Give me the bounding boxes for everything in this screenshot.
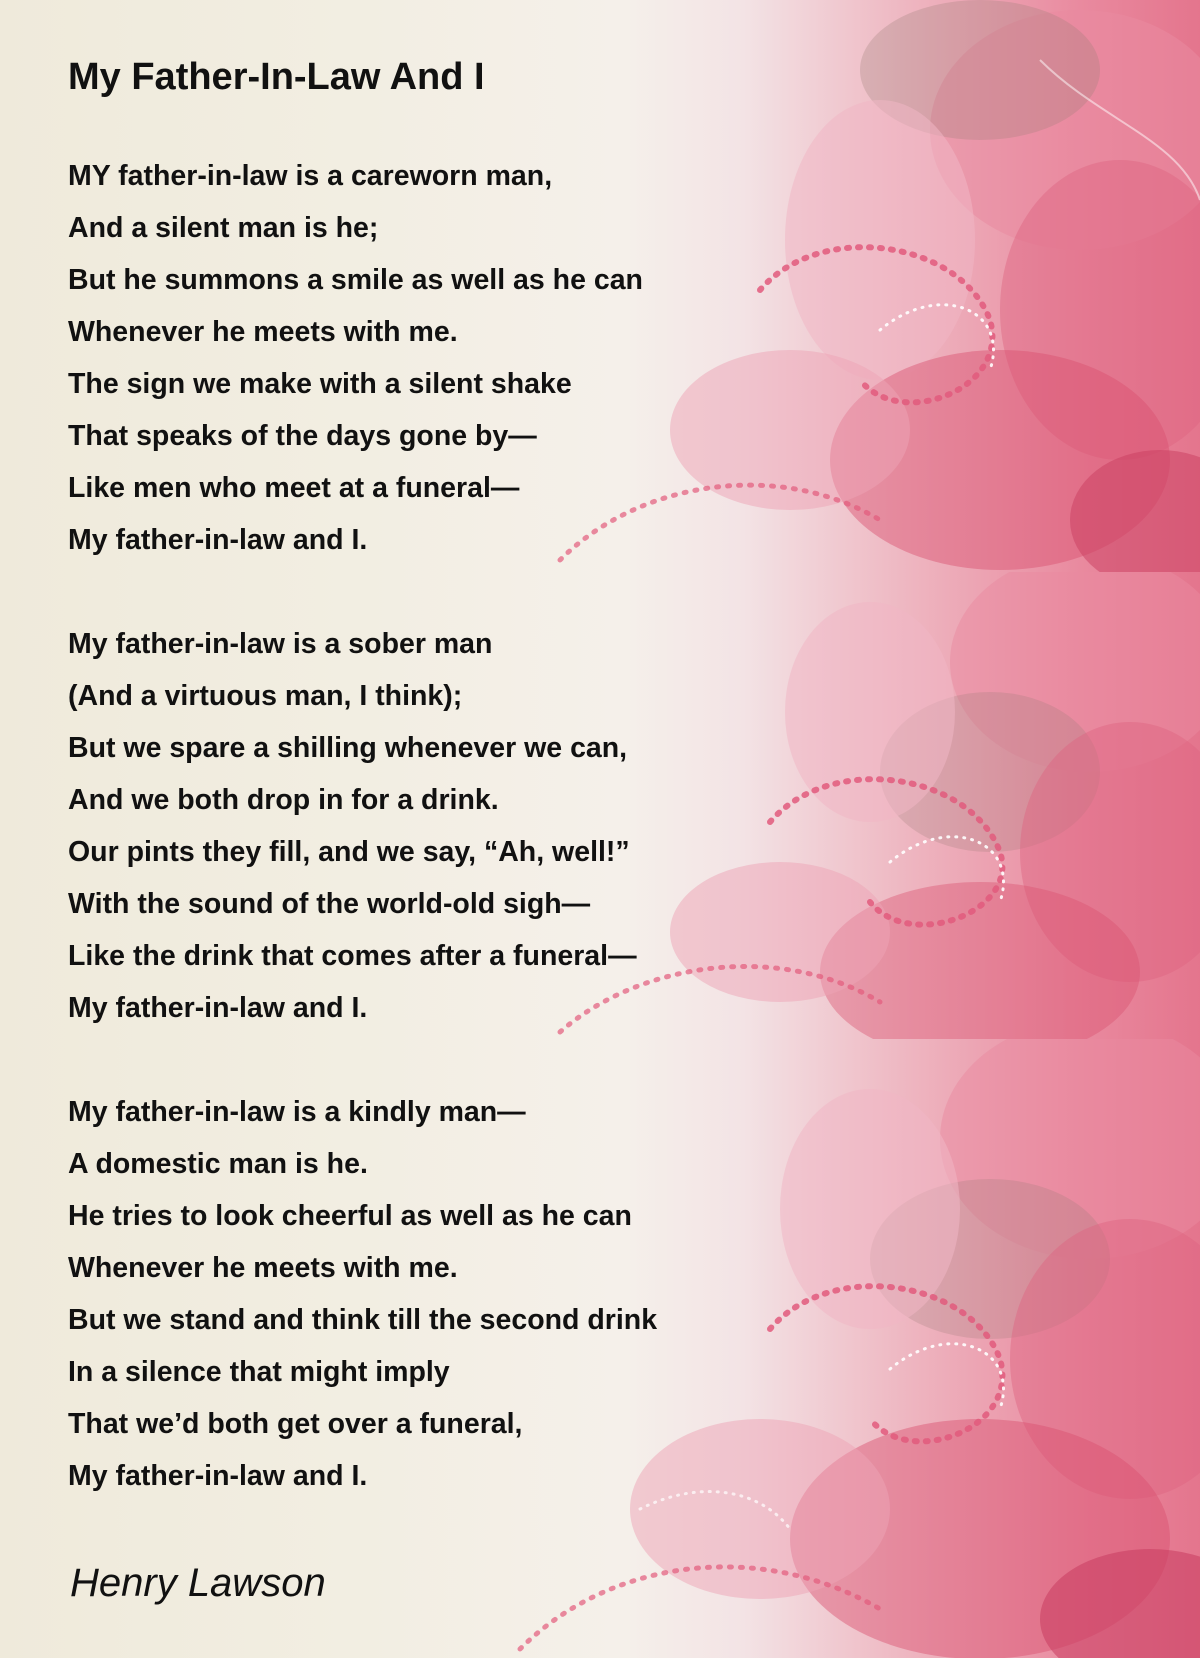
- poem-line: And a silent man is he;: [68, 212, 379, 244]
- poem-line: My father-in-law is a kindly man—: [68, 1096, 526, 1128]
- poem-line: And we both drop in for a drink.: [68, 784, 499, 816]
- poem-line: He tries to look cheerful as well as he can: [68, 1200, 632, 1232]
- poem-line: Whenever he meets with me.: [68, 316, 458, 348]
- stanza-1: [68, 150, 643, 566]
- poem-line: (And a virtuous man, I think);: [68, 680, 463, 712]
- poem-content: [68, 0, 788, 1658]
- poem-line: My father-in-law is a sober man: [68, 628, 493, 660]
- stanza-2: [68, 618, 637, 1034]
- poem-line: Like the drink that comes after a funeral—: [68, 940, 637, 972]
- poem-line: Whenever he meets with me.: [68, 1252, 458, 1284]
- poem-line: With the sound of the world-old sigh—: [68, 888, 591, 920]
- poem-line: But we spare a shilling whenever we can,: [68, 732, 628, 764]
- poem-line: In a silence that might imply: [68, 1356, 450, 1388]
- poem-line: Our pints they fill, and we say, “Ah, well!”: [68, 836, 630, 868]
- poem-title: My Father-In-Law And I: [68, 56, 485, 98]
- poem-line: Like men who meet at a funeral—: [68, 472, 520, 504]
- poem-line: But we stand and think till the second drink: [68, 1304, 658, 1336]
- poem-line: A domestic man is he.: [68, 1148, 368, 1180]
- poem-line: My father-in-law and I.: [68, 1460, 368, 1492]
- poem-author: Henry Lawson: [70, 1561, 326, 1605]
- poem-line: That we’d both get over a funeral,: [68, 1408, 523, 1440]
- poem-line: MY father-in-law is a careworn man,: [68, 160, 553, 192]
- poem-line: That speaks of the days gone by—: [68, 420, 537, 452]
- poem-line: My father-in-law and I.: [68, 992, 368, 1024]
- poem-line: But he summons a smile as well as he can: [68, 264, 643, 296]
- poem-line: My father-in-law and I.: [68, 524, 368, 556]
- stanza-3: [68, 1086, 657, 1502]
- poem-line: The sign we make with a silent shake: [68, 368, 572, 400]
